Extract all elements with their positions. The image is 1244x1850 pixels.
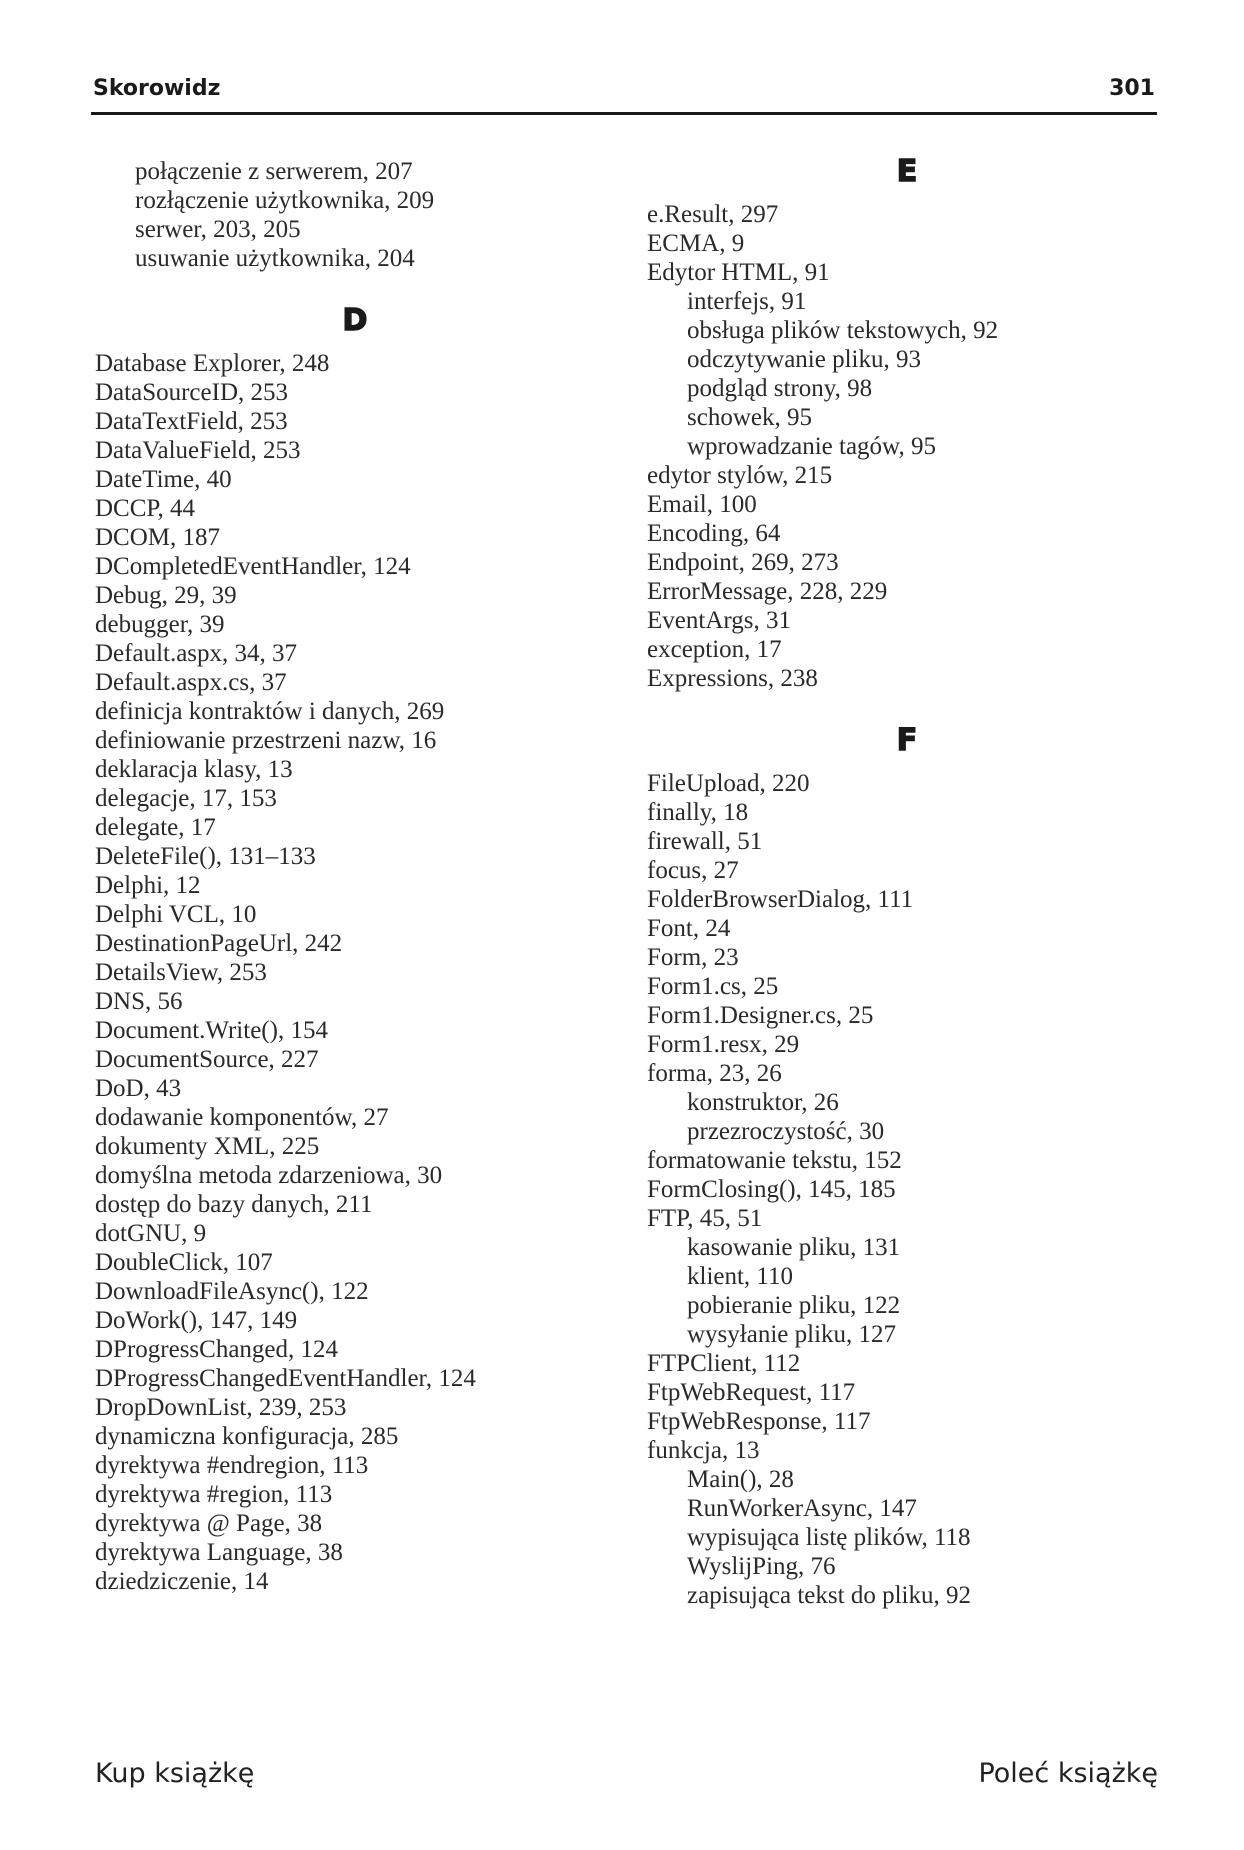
index-subentry: zapisująca tekst do pliku, 92 — [687, 1582, 971, 1609]
recommend-book-link[interactable]: Poleć książkę — [978, 1758, 1158, 1789]
index-entry: DownloadFileAsync(), 122 — [95, 1278, 369, 1305]
index-entry: DetailsView, 253 — [95, 959, 267, 986]
index-entry: focus, 27 — [647, 857, 739, 884]
index-entry: DProgressChangedEventHandler, 124 — [95, 1365, 476, 1392]
index-entry: dziedziczenie, 14 — [95, 1568, 269, 1595]
section-spacer — [647, 693, 1167, 726]
index-subentry: wysyłanie pliku, 127 — [687, 1321, 897, 1348]
index-entry: DCCP, 44 — [95, 495, 196, 522]
index-entry: dyrektywa @ Page, 38 — [95, 1510, 323, 1537]
index-entry: FormClosing(), 145, 185 — [647, 1176, 896, 1203]
index-entry: Database Explorer, 248 — [95, 350, 330, 377]
buy-book-link[interactable]: Kup książkę — [95, 1758, 255, 1789]
index-entry: DataTextField, 253 — [95, 408, 288, 435]
index-entry: DataSourceID, 253 — [95, 379, 288, 406]
index-entry: Font, 24 — [647, 915, 731, 942]
index-column-left — [95, 157, 615, 1596]
index-subentry: konstruktor, 26 — [687, 1089, 839, 1116]
index-entry: DoubleClick, 107 — [95, 1249, 273, 1276]
index-entry: delegate, 17 — [95, 814, 216, 841]
index-entry: dynamiczna konfiguracja, 285 — [95, 1423, 399, 1450]
index-entry: deklaracja klasy, 13 — [95, 756, 293, 783]
index-entry: DeleteFile(), 131–133 — [95, 843, 316, 870]
section-letter: F — [896, 723, 918, 758]
index-subentry: schowek, 95 — [687, 404, 812, 431]
index-entry: delegacje, 17, 153 — [95, 785, 277, 812]
index-entry: domyślna metoda zdarzeniowa, 30 — [95, 1162, 443, 1189]
index-entry: Expressions, 238 — [647, 665, 818, 692]
index-entry: DNS, 56 — [95, 988, 183, 1015]
index-entry: dokumenty XML, 225 — [95, 1133, 320, 1160]
index-subentry: RunWorkerAsync, 147 — [687, 1495, 917, 1522]
page-number: 301 — [1109, 76, 1155, 101]
index-entry: forma, 23, 26 — [647, 1060, 782, 1087]
index-entry: dyrektywa #region, 113 — [95, 1481, 333, 1508]
index-entry: Debug, 29, 39 — [95, 582, 237, 609]
index-entry: DocumentSource, 227 — [95, 1046, 319, 1073]
index-entry: DataValueField, 253 — [95, 437, 301, 464]
index-entry: ErrorMessage, 228, 229 — [647, 578, 888, 605]
index-entry: ECMA, 9 — [647, 230, 745, 257]
index-entry: Endpoint, 269, 273 — [647, 549, 839, 576]
running-title: Skorowidz — [93, 76, 221, 101]
index-entry: DProgressChanged, 124 — [95, 1336, 339, 1363]
index-entry: funkcja, 13 — [647, 1437, 760, 1464]
index-entry: Form1.resx, 29 — [647, 1031, 800, 1058]
index-subentry: podgląd strony, 98 — [687, 375, 873, 402]
index-entry: FolderBrowserDialog, 111 — [647, 886, 914, 913]
index-subentry: pobieranie pliku, 122 — [687, 1292, 901, 1319]
index-entry: definiowanie przestrzeni nazw, 16 — [95, 727, 437, 754]
index-entry: definicja kontraktów i danych, 269 — [95, 698, 445, 725]
index-entry: DCompletedEventHandler, 124 — [95, 553, 411, 580]
index-entry: Form1.cs, 25 — [647, 973, 779, 1000]
index-entry: DropDownList, 239, 253 — [95, 1394, 347, 1421]
index-subentry: Main(), 28 — [687, 1466, 794, 1493]
index-entry: DoD, 43 — [95, 1075, 182, 1102]
index-subentry: odczytywanie pliku, 93 — [687, 346, 921, 373]
index-entry: FtpWebRequest, 117 — [647, 1379, 856, 1406]
section-spacer — [95, 273, 615, 306]
index-entry: dodawanie komponentów, 27 — [95, 1104, 389, 1131]
index-subentry: przezroczystość, 30 — [687, 1118, 885, 1145]
index-entry: dostęp do bazy danych, 211 — [95, 1191, 373, 1218]
index-entry: DateTime, 40 — [95, 466, 232, 493]
index-entry: Email, 100 — [647, 491, 757, 518]
index-entry: formatowanie tekstu, 152 — [647, 1147, 902, 1174]
index-entry: Delphi, 12 — [95, 872, 201, 899]
index-entry: Delphi VCL, 10 — [95, 901, 257, 928]
index-entry: EventArgs, 31 — [647, 607, 791, 634]
index-entry: Form1.Designer.cs, 25 — [647, 1002, 874, 1029]
index-subentry: wypisująca listę plików, 118 — [687, 1524, 971, 1551]
index-subentry: wprowadzanie tagów, 95 — [687, 433, 936, 460]
index-subentry: serwer, 203, 205 — [135, 216, 301, 243]
index-entry: Default.aspx, 34, 37 — [95, 640, 298, 667]
index-entry: FTPClient, 112 — [647, 1350, 801, 1377]
index-entry: FileUpload, 220 — [647, 770, 810, 797]
index-entry: DestinationPageUrl, 242 — [95, 930, 343, 957]
index-subentry: obsługa plików tekstowych, 92 — [687, 317, 999, 344]
index-entry: e.Result, 297 — [647, 201, 779, 228]
index-subentry: usuwanie użytkownika, 204 — [135, 245, 415, 272]
index-subentry: kasowanie pliku, 131 — [687, 1234, 901, 1261]
index-subentry: WyslijPing, 76 — [687, 1553, 836, 1580]
index-entry: finally, 18 — [647, 799, 749, 826]
index-column-right — [647, 154, 1167, 1610]
index-entry: Edytor HTML, 91 — [647, 259, 830, 286]
index-entry: dyrektywa #endregion, 113 — [95, 1452, 369, 1479]
index-entry: exception, 17 — [647, 636, 782, 663]
index-entry: dyrektywa Language, 38 — [95, 1539, 343, 1566]
index-entry: firewall, 51 — [647, 828, 763, 855]
section-letter: E — [896, 154, 918, 189]
index-subentry: klient, 110 — [687, 1263, 794, 1290]
index-entry: DoWork(), 147, 149 — [95, 1307, 298, 1334]
index-entry: DCOM, 187 — [95, 524, 221, 551]
index-subentry: rozłączenie użytkownika, 209 — [135, 187, 435, 214]
index-entry: Default.aspx.cs, 37 — [95, 669, 287, 696]
index-entry: FtpWebResponse, 117 — [647, 1408, 871, 1435]
index-entry: FTP, 45, 51 — [647, 1205, 763, 1232]
index-entry: Document.Write(), 154 — [95, 1017, 328, 1044]
section-letter: D — [342, 303, 368, 338]
index-subentry: interfejs, 91 — [687, 288, 807, 315]
index-entry: Encoding, 64 — [647, 520, 781, 547]
index-entry: edytor stylów, 215 — [647, 462, 833, 489]
page-header — [91, 72, 1157, 115]
index-subentry: połączenie z serwerem, 207 — [135, 158, 413, 185]
index-entry: Form, 23 — [647, 944, 739, 971]
index-entry: debugger, 39 — [95, 611, 225, 638]
index-entry: dotGNU, 9 — [95, 1220, 207, 1247]
